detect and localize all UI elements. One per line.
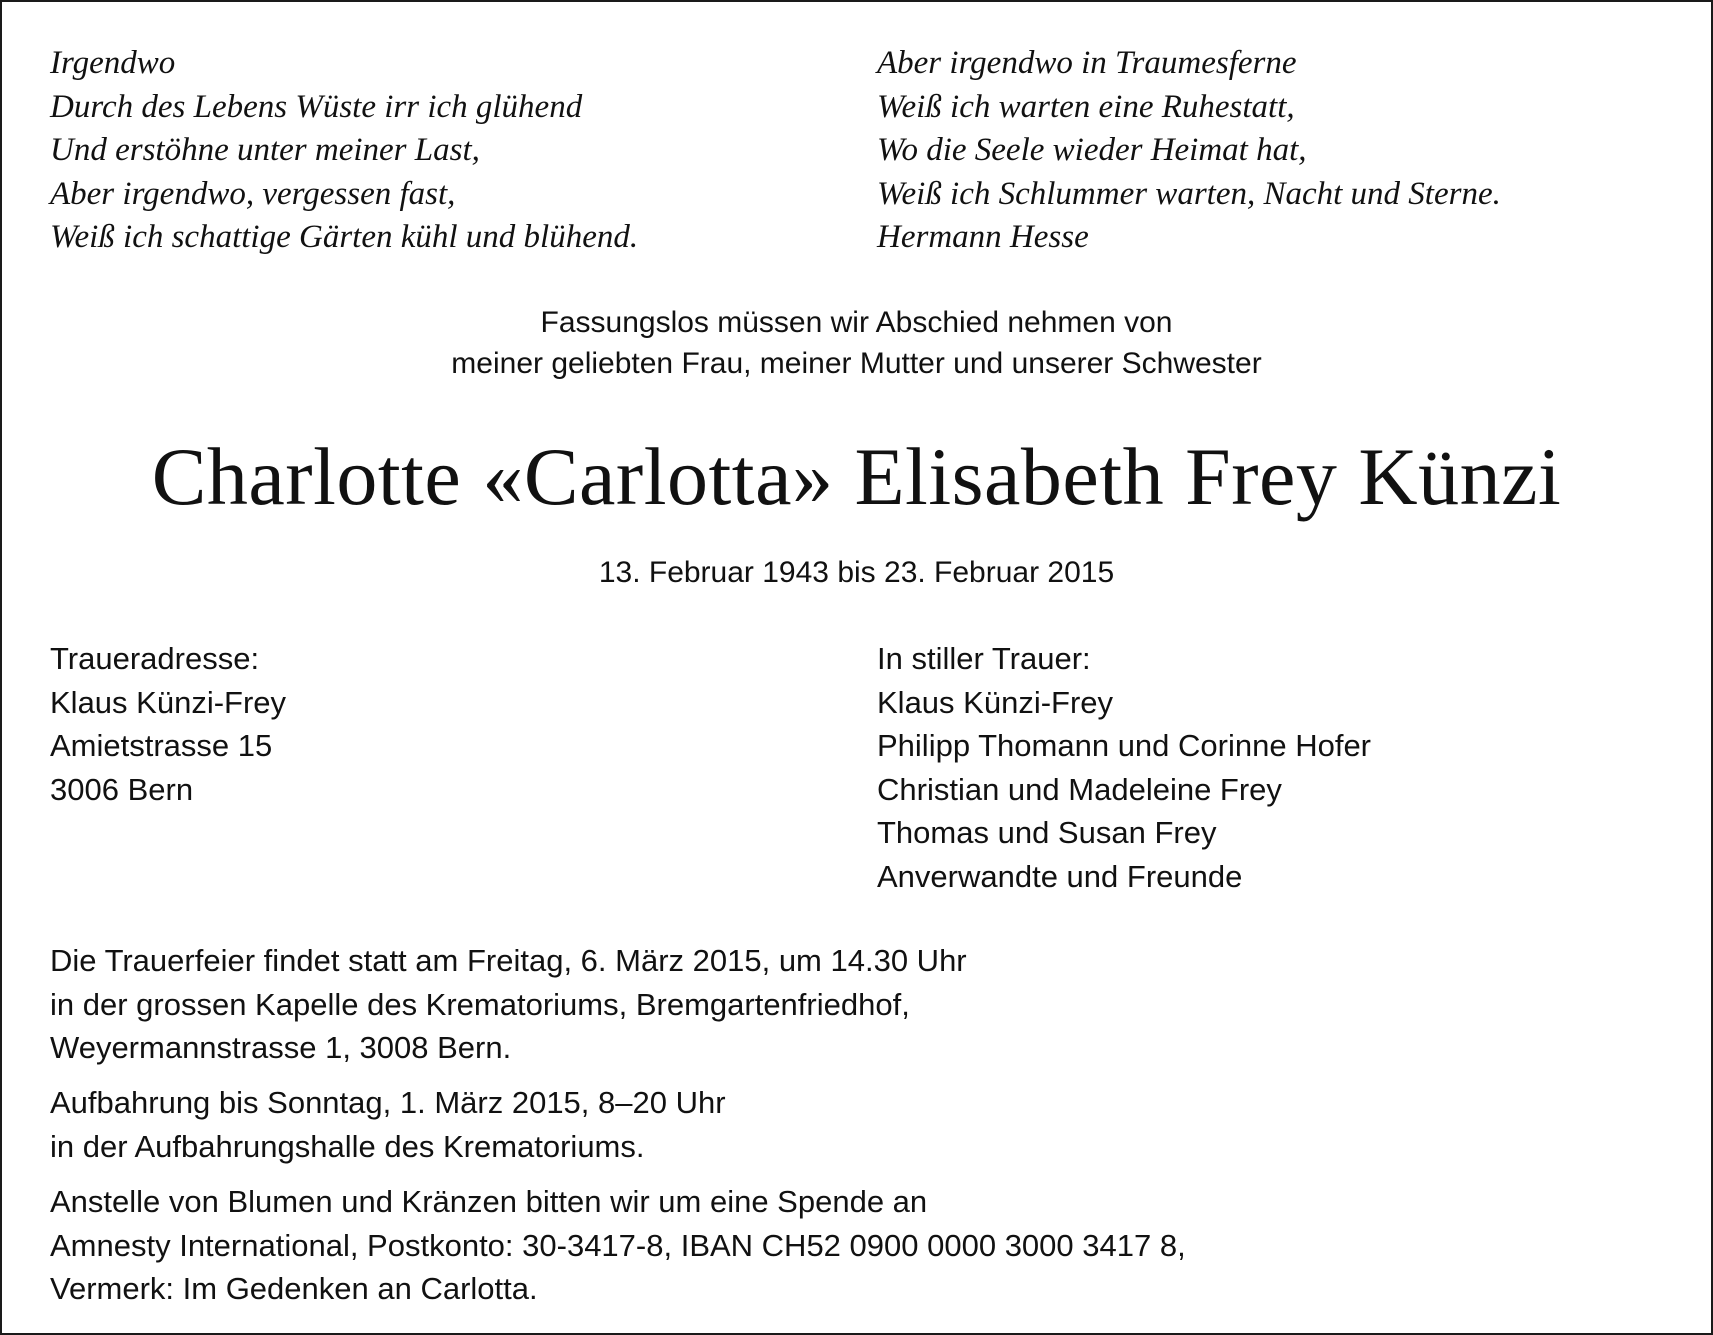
ceremony-line: Weyermannstrasse 1, 3008 Bern. bbox=[50, 1030, 512, 1065]
mourner-name: Christian und Madeleine Frey bbox=[877, 771, 1282, 807]
viewing-line: Aufbahrung bis Sonntag, 1. März 2015, 8–20 Uhr bbox=[50, 1085, 726, 1120]
poem-left-column bbox=[50, 42, 830, 260]
mourner-name: Thomas und Susan Frey bbox=[877, 815, 1217, 850]
poem-line: Weiß ich warten eine Ruhestatt, bbox=[877, 88, 1295, 125]
mourner-name: Philipp Thomann und Corinne Hofer bbox=[877, 728, 1372, 763]
address-line: Klaus Künzi-Frey bbox=[50, 684, 287, 720]
poem-line: Durch des Lebens Wüste irr ich glühend bbox=[50, 88, 583, 125]
poem-line: Wo die Seele wieder Heimat hat, bbox=[877, 132, 1307, 168]
mourners-heading: In stiller Trauer: bbox=[877, 641, 1091, 676]
donation-info bbox=[50, 1180, 1186, 1311]
intro-text bbox=[2, 302, 1711, 384]
mourning-address bbox=[50, 637, 286, 811]
poem-line: Weiß ich schattige Gärten kühl und blühend. bbox=[50, 219, 639, 255]
poem-line: Aber irgendwo, vergessen fast, bbox=[50, 175, 456, 212]
address-line: 3006 Bern bbox=[50, 771, 194, 807]
ceremony-line: Die Trauerfeier findet statt am Freitag, 6. März 2015, um 14.30 Uhr bbox=[50, 943, 967, 978]
poem-line: Irgendwo bbox=[50, 45, 176, 81]
poem-line: Und erstöhne unter meiner Last, bbox=[50, 132, 480, 168]
intro-line: Fassungslos müssen wir Abschied nehmen von bbox=[540, 306, 1173, 339]
viewing-line: in der Aufbahrungshalle des Krematoriums. bbox=[50, 1128, 645, 1164]
poem-line: Weiß ich Schlummer warten, Nacht und Sterne. bbox=[877, 175, 1501, 212]
viewing-info bbox=[50, 1081, 726, 1168]
donation-line: Vermerk: Im Gedenken an Carlotta. bbox=[50, 1271, 538, 1306]
mourner-name: Anverwandte und Freunde bbox=[877, 858, 1243, 894]
ceremony-line: in der grossen Kapelle des Krematoriums, Bremgartenfriedhof, bbox=[50, 986, 910, 1022]
donation-line: Amnesty International, Postkonto: 30-3417-8, IBAN CH52 0900 0000 3000 3417 8, bbox=[50, 1227, 1186, 1263]
intro-line: meiner geliebten Frau, meiner Mutter und unserer Schwester bbox=[451, 347, 1262, 380]
life-dates: 13. Februar 1943 bis 23. Februar 2015 bbox=[598, 556, 1115, 589]
mourner-name: Klaus Künzi-Frey bbox=[877, 684, 1114, 720]
donation-line: Anstelle von Blumen und Kränzen bitten wir um eine Spende an bbox=[50, 1184, 928, 1219]
ceremony-info bbox=[50, 939, 967, 1070]
poem-right-column bbox=[877, 42, 1677, 260]
deceased-name: Charlotte «Carlotta» Elisabeth Frey Künzi bbox=[151, 431, 1562, 522]
poem-author: Hermann Hesse bbox=[877, 219, 1089, 255]
poem-line: Aber irgendwo in Traumesferne bbox=[877, 45, 1297, 81]
address-heading: Traueradresse: bbox=[50, 641, 260, 676]
address-line: Amietstrasse 15 bbox=[50, 728, 273, 763]
mourners-list bbox=[877, 637, 1371, 898]
